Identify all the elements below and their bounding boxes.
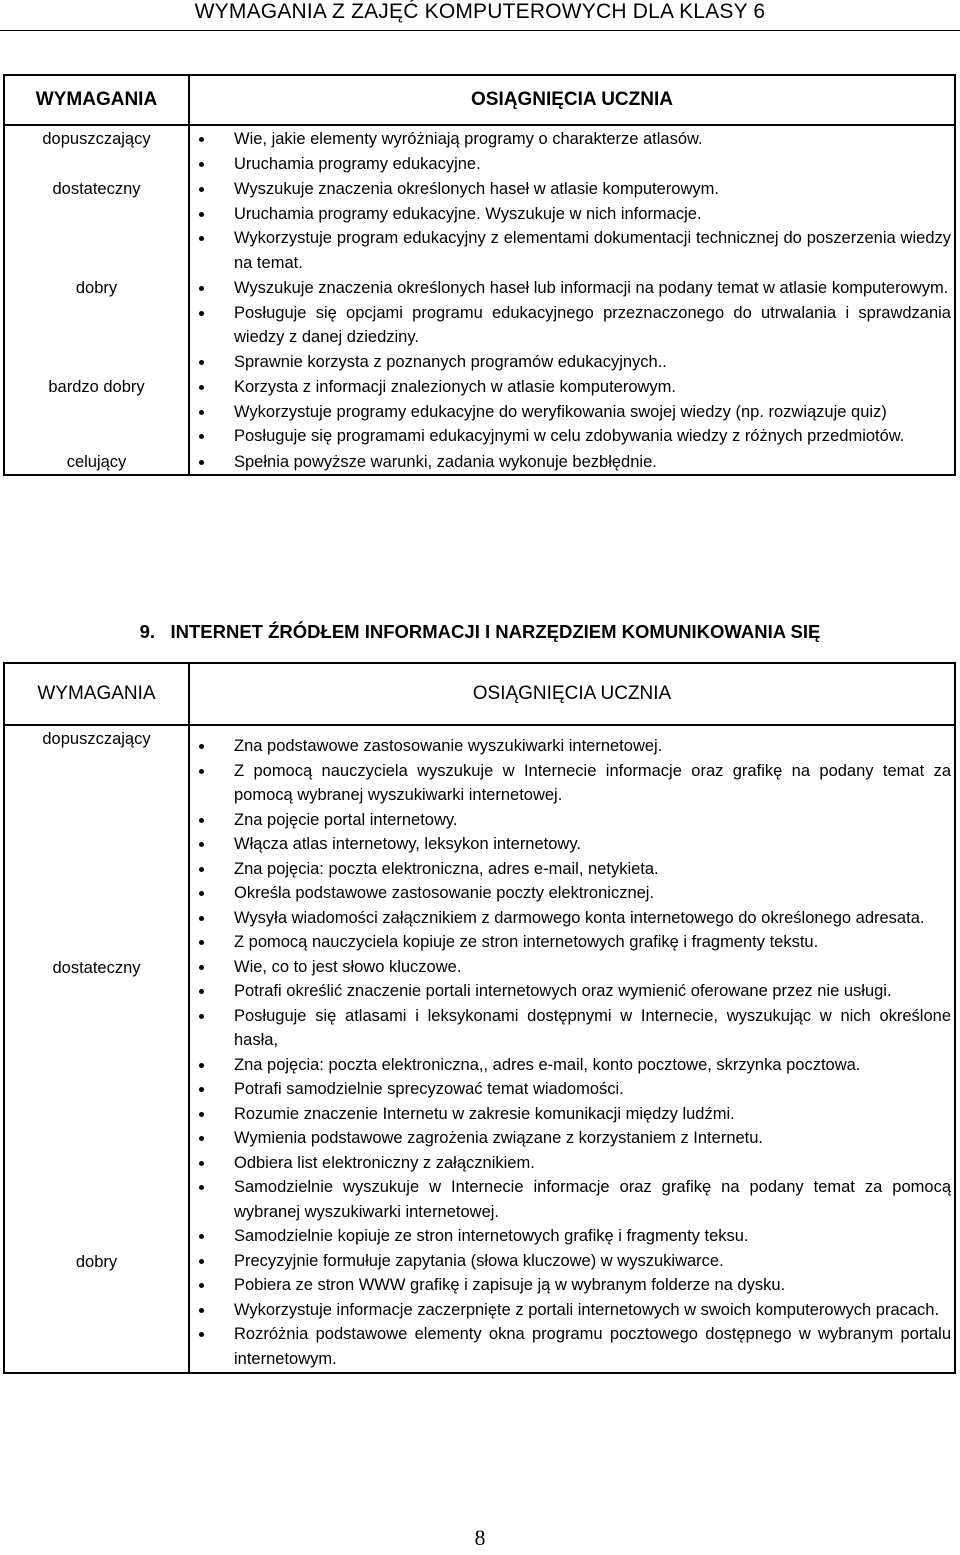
- list-item: Zna pojęcia: poczta elektroniczna,, adres e-mail, konto pocztowe, skrzynka pocztowa.: [234, 1053, 951, 1078]
- table-row: [4, 725, 955, 955]
- list-item: Posługuje się opcjami programu edukacyjnego przeznaczonego do utrwalania i sprawdzania wiedzy z danej dziedziny.: [234, 301, 951, 350]
- achievements-cell: [189, 449, 955, 476]
- achievement-list: [190, 734, 954, 955]
- achievement-list: [190, 1249, 954, 1372]
- achievement-list: [190, 276, 954, 374]
- list-item: Precyzyjnie formułuje zapytania (słowa kluczowe) w wyszukiwarce.: [234, 1249, 951, 1274]
- list-item: Sprawnie korzysta z poznanych programów edukacyjnych..: [234, 350, 951, 375]
- list-item: Korzysta z informacji znalezionych w atlasie komputerowym.: [234, 375, 951, 400]
- list-item: Zna podstawowe zastosowanie wyszukiwarki internetowej.: [234, 734, 951, 759]
- achievements-cell: [189, 374, 955, 449]
- achievements-cell: [189, 125, 955, 176]
- list-item: Pobiera ze stron WWW grafikę i zapisuje ją w wybranym folderze na dysku.: [234, 1273, 951, 1298]
- page-header: [0, 0, 960, 31]
- achievements-cell: [189, 176, 955, 275]
- list-item: Wykorzystuje program edukacyjny z elementami dokumentacji technicznej do poszerzenia wiedzy na temat.: [234, 226, 951, 275]
- list-item: Uruchamia programy edukacyjne.: [234, 152, 951, 177]
- list-item: Rozróżnia podstawowe elementy okna programu pocztowego dostępnego w wybranym portalu internetowym.: [234, 1322, 951, 1371]
- table-row: [4, 1249, 955, 1374]
- list-item: Posługuje się atlasami i leksykonami dostępnymi w Internecie, wyszukując w nich określone hasła,: [234, 1004, 951, 1053]
- requirements-table-internet: [3, 662, 956, 1374]
- level-cell: dobry: [4, 275, 189, 374]
- achievement-list: [190, 955, 954, 1249]
- list-item: Zna pojęcia: poczta elektroniczna, adres e-mail, netykieta.: [234, 857, 951, 882]
- table-row: [4, 374, 955, 449]
- column-header-achievements: OSIĄGNIĘCIA UCZNIA: [189, 75, 955, 125]
- table-row: [4, 125, 955, 176]
- table-header-row: [4, 75, 955, 125]
- list-item: Z pomocą nauczyciela wyszukuje w Internecie informacje oraz grafikę na podany temat za pomocą wybranej wyszukiwarki internetowej.: [234, 759, 951, 808]
- list-item: Posługuje się programami edukacyjnymi w celu zdobywania wiedzy z różnych przedmiotów.: [234, 424, 951, 449]
- list-item: Włącza atlas internetowy, leksykon internetowy.: [234, 832, 951, 857]
- column-header-requirements: WYMAGANIA: [4, 663, 189, 725]
- achievement-list: [190, 177, 954, 275]
- achievement-list: [190, 375, 954, 449]
- list-item: Wyszukuje znaczenia określonych haseł w atlasie komputerowym.: [234, 177, 951, 202]
- achievements-cell: [189, 275, 955, 374]
- table-row: [4, 176, 955, 275]
- list-item: Z pomocą nauczyciela kopiuje ze stron internetowych grafikę i fragmenty tekstu.: [234, 930, 951, 955]
- level-cell: dostateczny: [4, 955, 189, 1249]
- column-header-achievements: OSIĄGNIĘCIA UCZNIA: [189, 663, 955, 725]
- level-cell: celujący: [4, 449, 189, 476]
- achievements-cell: [189, 725, 955, 955]
- page-number: 8: [474, 1525, 486, 1550]
- table-row: [4, 275, 955, 374]
- list-item: Wymienia podstawowe zagrożenia związane z korzystaniem z Internetu.: [234, 1126, 951, 1151]
- level-cell: dopuszczający: [4, 125, 189, 176]
- list-item: Rozumie znaczenie Internetu w zakresie komunikacji między ludźmi.: [234, 1102, 951, 1127]
- list-item: Wie, co to jest słowo kluczowe.: [234, 955, 951, 980]
- table-row: [4, 955, 955, 1249]
- list-item: Spełnia powyższe warunki, zadania wykonuje bezbłędnie.: [234, 450, 951, 475]
- list-item: Określa podstawowe zastosowanie poczty elektronicznej.: [234, 881, 951, 906]
- list-item: Wykorzystuje programy edukacyjne do weryfikowania swojej wiedzy (np. rozwiązuje quiz): [234, 400, 951, 425]
- list-item: Wysyła wiadomości załącznikiem z darmowego konta internetowego do określonego adresata.: [234, 906, 951, 931]
- level-cell: dostateczny: [4, 176, 189, 275]
- list-item: Uruchamia programy edukacyjne. Wyszukuje w nich informacje.: [234, 202, 951, 227]
- requirements-table-atlas: [3, 74, 956, 476]
- achievements-cell: [189, 955, 955, 1249]
- list-item: Odbiera list elektroniczny z załącznikiem.: [234, 1151, 951, 1176]
- list-item: Zna pojęcie portal internetowy.: [234, 808, 951, 833]
- achievement-list: [190, 127, 954, 176]
- column-header-requirements: WYMAGANIA: [4, 75, 189, 125]
- list-item: Samodzielnie kopiuje ze stron internetowych grafikę i fragmenty teksu.: [234, 1224, 951, 1249]
- list-item: Wie, jakie elementy wyróżniają programy o charakterze atlasów.: [234, 127, 951, 152]
- level-cell: dobry: [4, 1249, 189, 1374]
- list-item: Samodzielnie wyszukuje w Internecie informacje oraz grafikę na podany temat za pomocą wybranej wyszukiwarki internetowej.: [234, 1175, 951, 1224]
- list-item: Potrafi samodzielnie sprecyzować temat wiadomości.: [234, 1077, 951, 1102]
- list-item: Wykorzystuje informacje zaczerpnięte z portali internetowych w swoich komputerowych pracach.: [234, 1298, 951, 1323]
- level-cell: bardzo dobry: [4, 374, 189, 449]
- table-row: [4, 449, 955, 476]
- section-title-text: INTERNET ŹRÓDŁEM INFORMACJI I NARZĘDZIEM KOMUNIKOWANIA SIĘ: [170, 621, 821, 642]
- achievement-list: [190, 450, 954, 475]
- level-cell: dopuszczający: [4, 725, 189, 955]
- table-header-row: [4, 663, 955, 725]
- page-header-title: WYMAGANIA Z ZAJĘĆ KOMPUTEROWYCH DLA KLASY 6: [194, 0, 766, 23]
- list-item: Potrafi określić znaczenie portali internetowych oraz wymienić oferowane przez nie usługi.: [234, 979, 951, 1004]
- section-number: 9.: [139, 621, 156, 642]
- list-item: Wyszukuje znaczenia określonych haseł lub informacji na podany temat w atlasie komputerowym.: [234, 276, 951, 301]
- achievements-cell: [189, 1249, 955, 1374]
- section-title: [0, 619, 960, 645]
